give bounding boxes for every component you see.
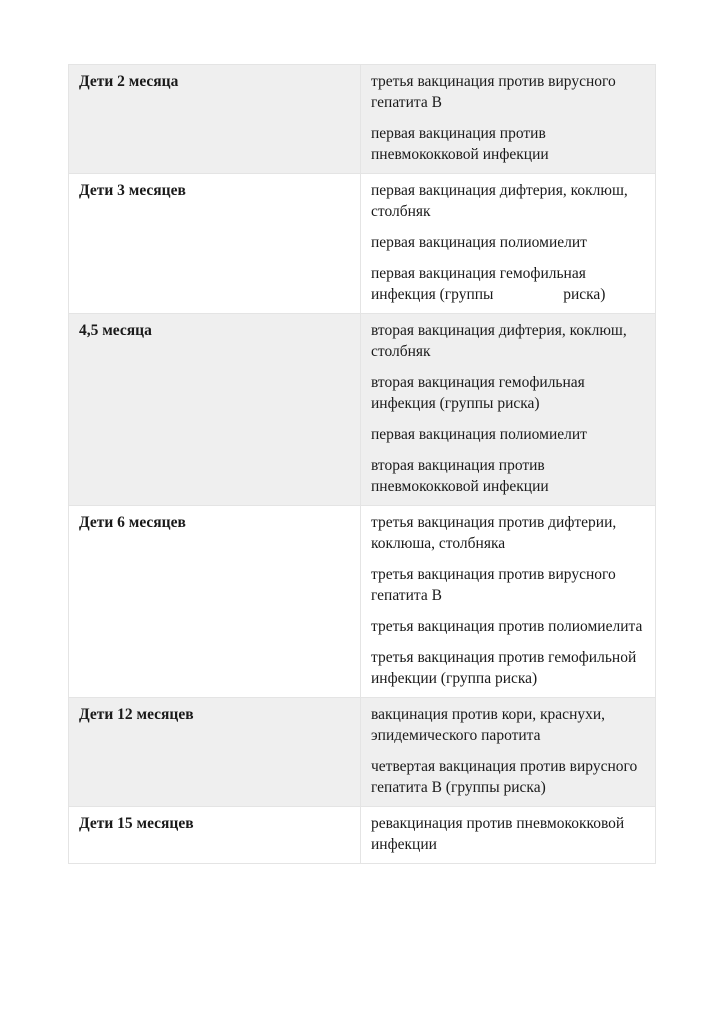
vaccine-paragraph: третья вакцинация против вирусного гепатита В (371, 566, 616, 604)
table-row (69, 698, 656, 807)
vaccine-paragraph: четвертая вакцинация против вирусного гепатита В (группы риска) (371, 758, 638, 796)
table-row (69, 65, 656, 174)
age-cell: 4,5 месяца (69, 314, 361, 506)
table-row (69, 506, 656, 698)
age-cell: Дети 12 месяцев (69, 698, 361, 807)
vaccine-cell (361, 314, 656, 506)
vaccine-paragraph: вторая вакцинация дифтерия, коклюш, столбняк (371, 322, 627, 360)
vaccine-paragraph: первая вакцинация полиомиелит (371, 426, 587, 443)
vaccine-cell (361, 65, 656, 174)
vaccine-paragraph: третья вакцинация против гемофильной инфекции (группа риска) (371, 649, 637, 687)
vaccine-cell (361, 807, 656, 864)
vaccine-paragraph: первая вакцинация дифтерия, коклюш, столбняк (371, 182, 628, 220)
vaccine-paragraph: первая вакцинация полиомиелит (371, 234, 587, 251)
vaccine-paragraph: первая вакцинация гемофильная инфекция (группы риска) (371, 265, 606, 303)
vaccine-paragraph: вторая вакцинация гемофильная инфекция (группы риска) (371, 374, 585, 412)
vaccine-paragraph: третья вакцинация против полиомиелита (371, 618, 643, 635)
vaccine-paragraph: третья вакцинация против вирусного гепатита В (371, 73, 616, 111)
table-row (69, 807, 656, 864)
table-row (69, 174, 656, 314)
vaccine-paragraph: первая вакцинация против пневмококковой инфекции (371, 125, 549, 163)
vaccine-cell (361, 506, 656, 698)
age-cell: Дети 15 месяцев (69, 807, 361, 864)
vaccination-schedule-table (68, 64, 656, 864)
age-cell: Дети 6 месяцев (69, 506, 361, 698)
vaccination-schedule-table-body (69, 65, 656, 864)
vaccine-cell (361, 698, 656, 807)
vaccine-paragraph: третья вакцинация против дифтерии, коклюша, столбняка (371, 514, 617, 552)
vaccine-paragraph: вторая вакцинация против пневмококковой инфекции (371, 457, 549, 495)
vaccine-paragraph: ревакцинация против пневмококковой инфекции (371, 815, 625, 853)
age-cell: Дети 2 месяца (69, 65, 361, 174)
age-cell: Дети 3 месяцев (69, 174, 361, 314)
table-row (69, 314, 656, 506)
vaccine-paragraph: вакцинация против кори, краснухи, эпидемического паротита (371, 706, 606, 744)
vaccine-cell (361, 174, 656, 314)
